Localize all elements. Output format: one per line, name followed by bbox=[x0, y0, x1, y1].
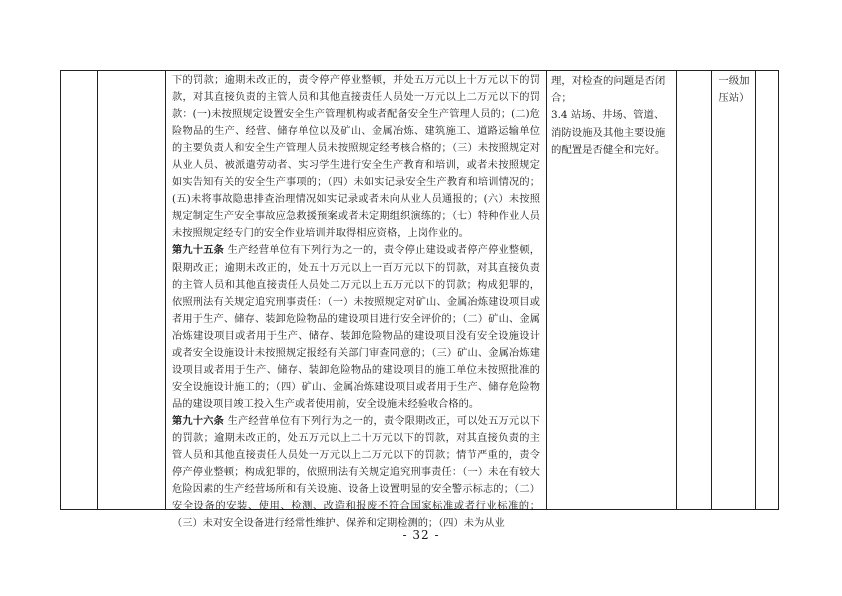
inspection-content-cell bbox=[547, 71, 675, 509]
article-text: 生产经营单位有下列行为之一的，责令限期改正，可以处五万元以下的罚款；逾期未改正的，处五万元以上二十万元以下的罚款，对其直接负责的主管人员和其他直接责任人员处一万元以上二万元以下的罚款；情节严重的，责令停产停业整顿；构成犯罪的，依照刑法有关规定追究刑事责任：（一）未在有较大危险因素的生产经营场所和有关设施、设备上设置明显的安全警示标志的；（二）安全设备的安装、使用、检测、改造和报废不符合国家标准或者行业标准的；（三）未对安全设备进行经常性维护、保养和定期检测的；（四）未为从业 bbox=[172, 415, 541, 530]
legal-clause-cell bbox=[165, 71, 545, 530]
article-label: 第九十五条 bbox=[172, 245, 225, 257]
column-divider bbox=[676, 71, 677, 509]
article-96 bbox=[172, 413, 540, 532]
inspection-line: 理，对检查的问题是否闭合； bbox=[551, 75, 666, 105]
article-label: 第九十六条 bbox=[172, 415, 225, 427]
regulation-table bbox=[60, 70, 779, 530]
clause-paragraph: 下的罚款；逾期未改正的，责令停产停业整顿，并处五万元以上十万元以下的罚款，对其直接负责的主管人员和其他直接责任人员处一万元以上二万元以下的罚款：(一)未按照规定设置安全生产管理机构或者配备安全生产管理人员的；(二)危险物品的生产、经营、储存单位以及矿山、金属冶炼、建筑施工、道路运输单位的主要负责人和安全生产管理人员未按照规定经考核合格的；（三）未按照规定对从业人员、被派遣劳动者、实习学生进行安全生产教育和培训，或者未按照规定如实告知有关的安全生产事项的；（四）未如实记录安全生产教育和培训情况的；(五)未将事故隐患排查治理情况如实记录或者未向从业人员通报的；(六）未按照规定制定生产安全事故应急救援预案或者未定期组织演练的；（七）特种作业人员未按照规定经专门的安全作业培训并取得相应资格，上岗作业的。 bbox=[172, 75, 540, 240]
column-divider bbox=[97, 71, 98, 509]
article-95 bbox=[172, 242, 540, 412]
column-divider bbox=[755, 71, 756, 509]
station-label: 一级加压站） bbox=[718, 75, 750, 105]
article-text: 生产经营单位有下列行为之一的，责令停止建设或者停产停业整顿，限期改正；逾期未改正的，处五十万元以上一百万元以下的罚款，对其直接负责的主管人员和其他直接责任人员处二万元以上五万元以下的罚款；构成犯罪的，依照刑法有关规定追究刑事责任：（一）未按照规定对矿山、金属冶炼建设项目或者用于生产、储存、装卸危险物品的建设项目进行安全评价的；（二）矿山、金属冶炼建设项目或者用于生产、储存、装卸危险物品的建设项目没有安全设施设计或者安全设施设计未按照规定报经有关部门审查同意的；（三）矿山、金属冶炼建设项目或者用于生产、储存、装卸危险物品的建设项目的施工单位未按照批准的安全设施设计施工的；（四）矿山、金属冶炼建设项目或者用于生产、储存危险物品的建设项目竣工投入生产或者使用前，安全设施未经验收合格的。 bbox=[172, 245, 541, 410]
inspection-line: 3.4 站场、井场、管道、消防设施及其他主要设施的配置是否健全和完好。 bbox=[551, 109, 666, 156]
page-number: - 32 - bbox=[402, 528, 440, 542]
station-cell bbox=[712, 71, 754, 509]
